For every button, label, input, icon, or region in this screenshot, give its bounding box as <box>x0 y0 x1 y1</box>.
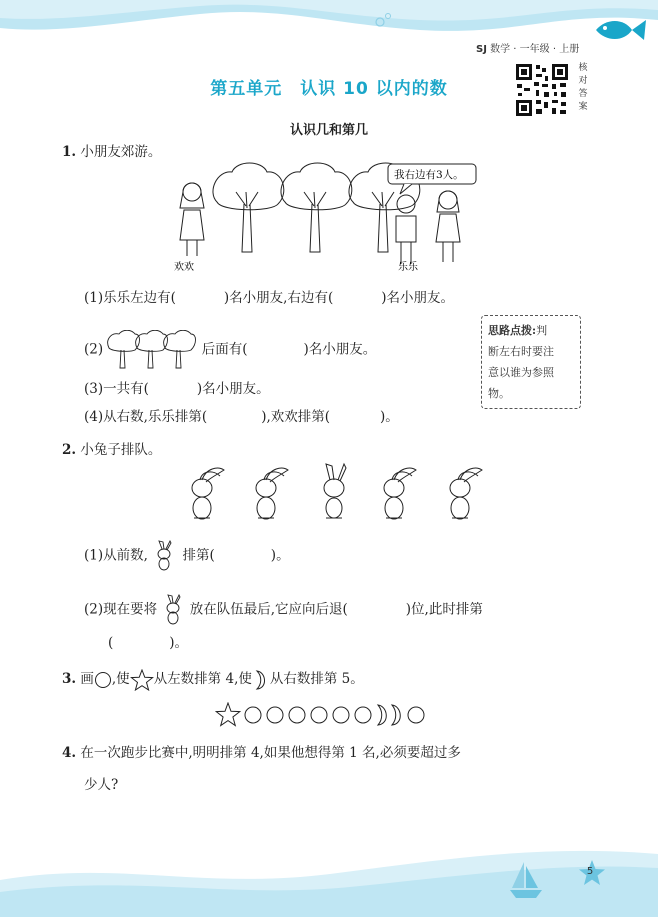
rabbit-icon <box>192 468 224 519</box>
tree-icon <box>281 163 352 252</box>
q2-part2: (2)现在要将 放在队伍最后,它应向后退( )位,此时排第 <box>84 594 483 626</box>
moon-icon <box>252 670 270 690</box>
unit-title: 第五单元 认识 10 以内的数 <box>210 79 448 99</box>
rabbit-queue-illustration <box>188 462 488 524</box>
hint-box: 思路点拨:判 断左右时要注 意以谁为参照 物。 <box>481 315 581 409</box>
moon-icon <box>378 705 386 725</box>
page-number: 5 <box>586 866 594 877</box>
q1-title: 1. 小朋友郊游。 <box>62 144 162 160</box>
circle-icon <box>408 707 424 723</box>
rabbit-icon <box>324 464 346 518</box>
star-icon <box>130 669 154 691</box>
three-trees-icon <box>107 330 197 370</box>
qr-label: 核 对 答 案 <box>578 63 588 112</box>
circle-icon <box>355 707 371 723</box>
rabbit-icon <box>161 594 185 626</box>
circle-icon <box>94 671 112 689</box>
q3-text: 3. 画 ,使 从左数排第 4,使 从右数排第 5。 <box>62 667 364 691</box>
book-tag: SJ 数学 · 一年级 · 上册 <box>476 44 580 55</box>
speech-text: 我右边有3人。 <box>394 169 464 181</box>
fish-icon <box>596 20 646 40</box>
girl-icon <box>180 183 204 256</box>
circle-icon <box>311 707 327 723</box>
q1-part1: (1)乐乐左边有( )名小朋友,右边有( )名小朋友。 <box>84 290 454 306</box>
rabbit-icon <box>152 540 178 572</box>
circle-icon <box>245 707 261 723</box>
q2-part1: (1)从前数, 排第( )。 <box>84 540 290 572</box>
circle-icon <box>267 707 283 723</box>
q1-part2: (2) 后面有( )名小朋友。 <box>84 330 376 370</box>
q1-picnic-illustration <box>168 160 478 275</box>
q1-part4: (4)从右数,乐乐排第( ),欢欢排第( )。 <box>84 409 399 425</box>
qr-code-icon[interactable] <box>514 62 570 118</box>
q1-part3: (3)一共有( )名小朋友。 <box>84 381 270 397</box>
tree-icon <box>213 163 284 252</box>
name-label-right: 乐乐 <box>398 262 418 273</box>
lesson-title: 认识几和第几 <box>289 123 368 138</box>
q4-line1: 4. 在一次跑步比赛中,明明排第 4,如果他想得第 1 名,必须要超过多 <box>62 745 461 761</box>
bottom-wave-decoration <box>0 840 658 917</box>
girl-icon <box>436 191 460 262</box>
shape-sequence <box>215 702 425 728</box>
circle-icon <box>289 707 305 723</box>
q4-line2: 少人? <box>84 777 119 793</box>
circle-icon <box>333 707 349 723</box>
moon-icon <box>392 705 400 725</box>
rabbit-icon <box>256 468 288 519</box>
name-label-left: 欢欢 <box>174 262 194 273</box>
q2-title: 2. 小兔子排队。 <box>62 442 162 458</box>
speech-bubble <box>388 164 476 194</box>
rabbit-icon <box>384 468 416 519</box>
rabbit-icon <box>450 468 482 519</box>
q2-part2-cont: ( )。 <box>108 635 189 651</box>
star-icon <box>216 703 240 726</box>
